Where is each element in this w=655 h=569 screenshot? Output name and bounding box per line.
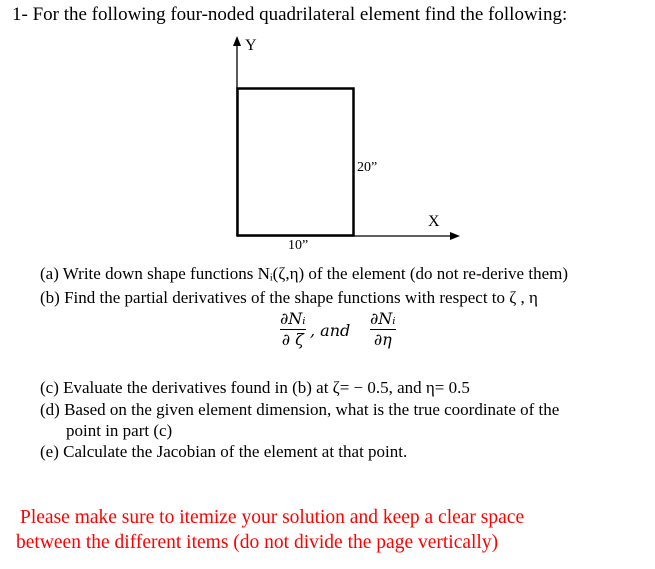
note-line2: between the different items (do not divide the page vertically) [16, 532, 499, 553]
quadrilateral-element [238, 89, 354, 236]
item-d-line1: (d) Based on the given element dimension, what is the true coordinate of the [40, 400, 560, 419]
item-a: (a) Write down shape functions Nᵢ(ζ,η) of the element (do not re-derive them) [40, 264, 569, 283]
frac-eta-denominator: ∂η [373, 330, 392, 349]
question-title: 1- For the following four-noded quadrilateral element find the following: [12, 4, 568, 25]
item-e: (e) Calculate the Jacobian of the element at that point. [40, 442, 408, 461]
x-axis-label: X [428, 213, 440, 230]
x-axis-arrow-icon [450, 232, 460, 240]
formula-separator: , and [310, 321, 351, 340]
frac-eta-numerator: ∂Nᵢ [370, 309, 396, 328]
height-dimension: 20” [357, 160, 378, 175]
item-d-line2: point in part (c) [66, 421, 173, 440]
item-c: (c) Evaluate the derivatives found in (b) at ζ= − 0.5, and η= 0.5 [40, 378, 470, 397]
frac-zeta-numerator: ∂Nᵢ [280, 309, 306, 328]
frac-zeta-denominator: ∂ ζ [281, 330, 304, 349]
y-axis-arrow-icon [233, 36, 241, 46]
note-line1: Please make sure to itemize your solution and keep a clear space [20, 507, 525, 528]
partial-derivative-eta [370, 310, 396, 349]
partial-derivative-zeta [280, 310, 306, 349]
item-b: (b) Find the partial derivatives of the shape functions with respect to ζ , η [40, 288, 538, 307]
width-dimension: 10” [288, 238, 309, 253]
y-axis-label: Y [245, 37, 257, 54]
